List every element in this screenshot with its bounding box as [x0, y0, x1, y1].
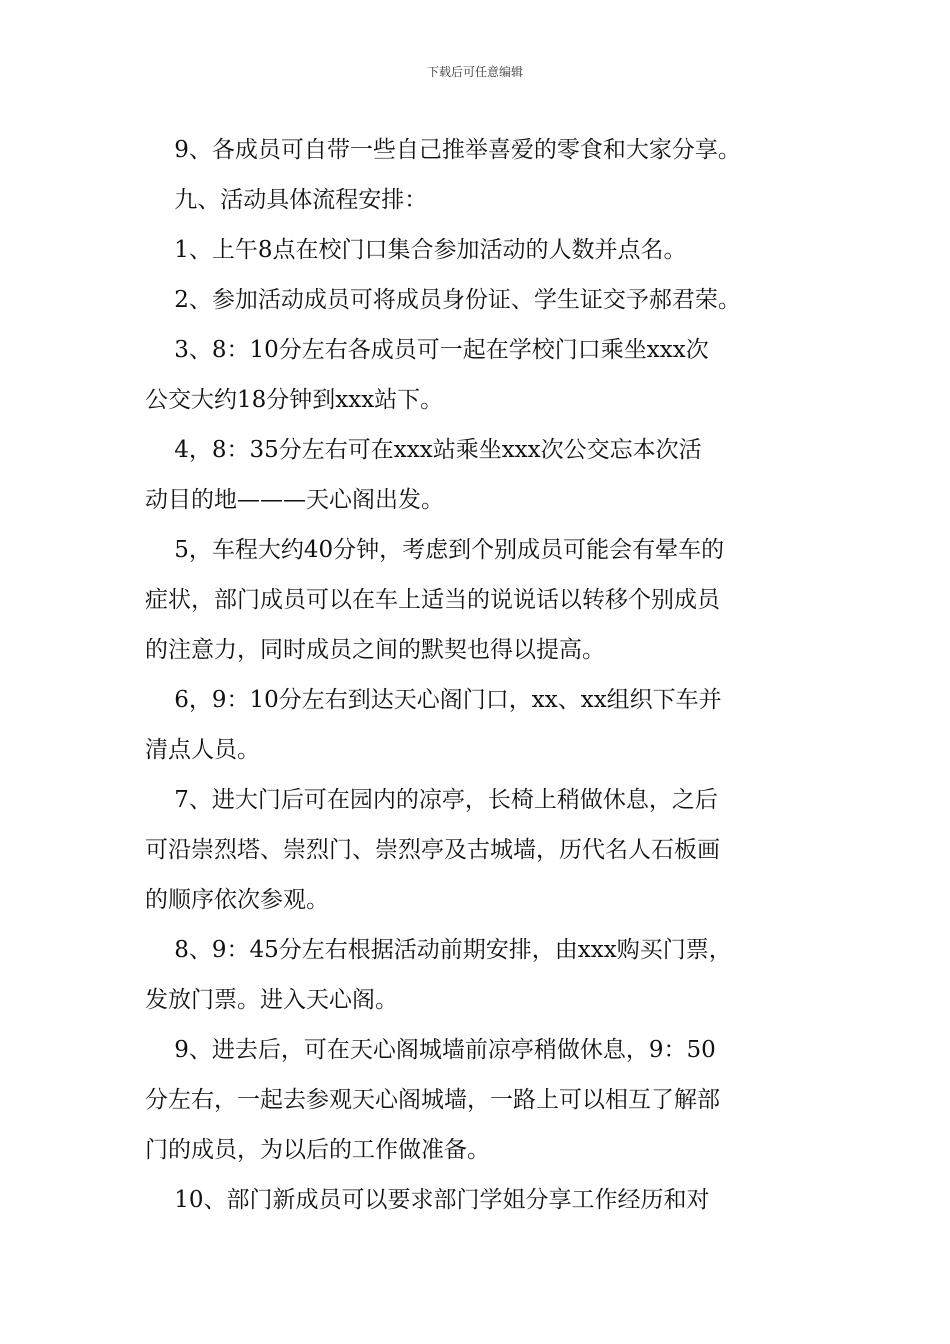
text-line: 3、8：10分左右各成员可一起在学校门口乘坐xxx次: [145, 337, 709, 363]
page-header: 下载后可任意编辑: [426, 65, 523, 79]
text-line: 发放门票。进入天心阁。: [145, 987, 398, 1013]
text-line: 九、活动具体流程安排：: [145, 187, 428, 213]
text-line: 清点人员。: [145, 737, 260, 763]
text-line: 1、上午8点在校门口集合参加活动的人数并点名。: [145, 237, 687, 263]
text-line: 5，车程大约40分钟，考虑到个别成员可能会有晕车的: [145, 537, 725, 563]
document-body: [145, 125, 815, 1225]
text-line: 2、参加活动成员可将成员身份证、学生证交予郝君荣。: [145, 287, 741, 313]
text-line: 分左右，一起去参观天心阁城墙，一路上可以相互了解部: [145, 1087, 720, 1113]
text-line: 症状，部门成员可以在车上适当的说说话以转移个别成员: [145, 587, 720, 613]
text-line: 9、进去后，可在天心阁城墙前凉亭稍做休息，9：50: [145, 1037, 716, 1063]
text-line: 可沿崇烈塔、崇烈门、崇烈亭及古城墙，历代名人石板画: [145, 837, 720, 863]
text-line: 的注意力，同时成员之间的默契也得以提高。: [145, 637, 605, 663]
text-line: 4，8：35分左右可在xxx站乘坐xxx次公交忘本次活: [145, 437, 702, 463]
text-line: 的顺序依次参观。: [145, 887, 329, 913]
text-line: 动目的地———天心阁出发。: [145, 487, 444, 513]
text-line: 6，9：10分左右到达天心阁门口，xx、xx组织下车并: [145, 687, 722, 713]
text-line: 9、各成员可自带一些自己推举喜爱的零食和大家分享。: [145, 137, 741, 163]
text-line: 7、进大门后可在园内的凉亭，长椅上稍做休息，之后: [145, 787, 718, 813]
text-line: 门的成员，为以后的工作做准备。: [145, 1137, 490, 1163]
text-line: 8、9：45分左右根据活动前期安排，由xxx购买门票，: [145, 937, 732, 963]
text-line: 公交大约18分钟到xxx站下。: [145, 387, 444, 413]
text-line: 10、部门新成员可以要求部门学姐分享工作经历和对: [145, 1187, 710, 1213]
